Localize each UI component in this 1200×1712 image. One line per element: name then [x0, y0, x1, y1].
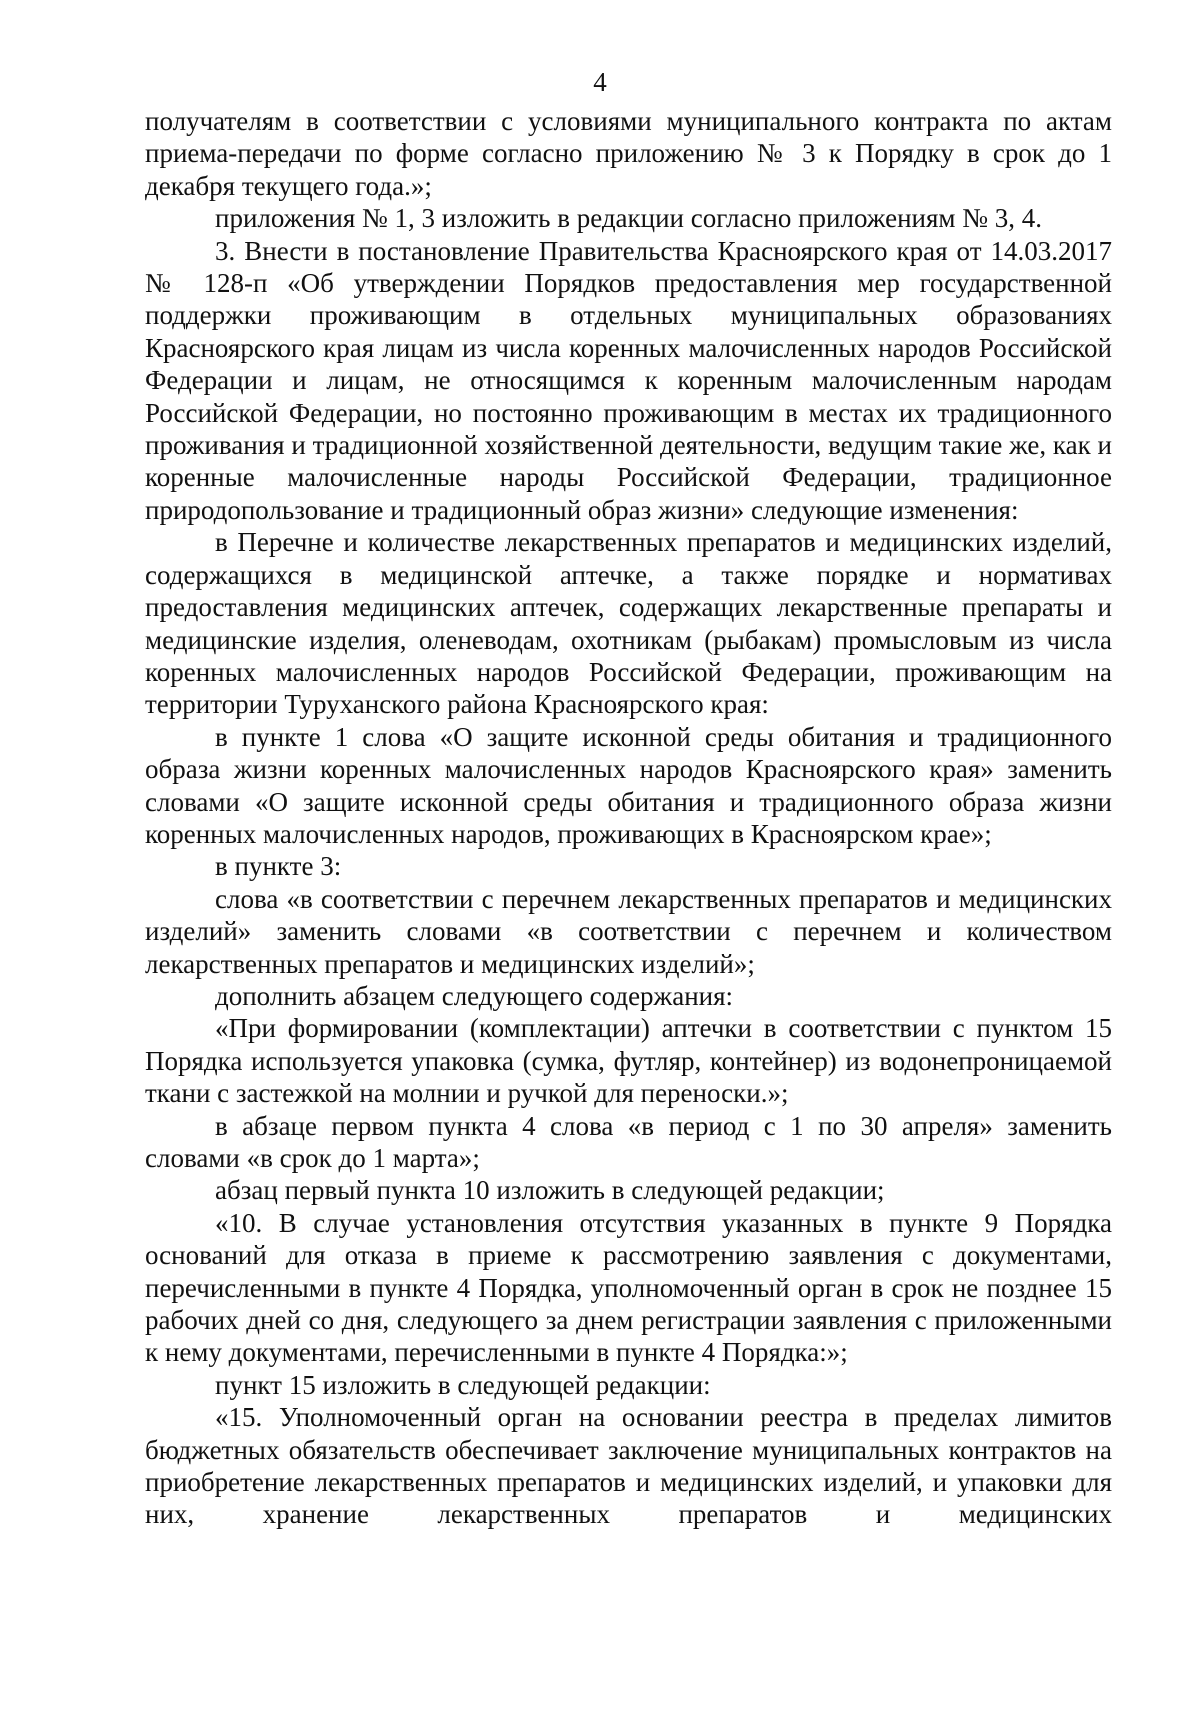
paragraph-item-3: 3. Внести в постановление Правительства Красноярского края от 14.03.2017 № 128-п «Об утверждении Порядков предоставления мер государственной поддержки проживающим в отдельных муниципальных образованиях Красноярского края лицам из числа коренных малочисленных народов Российской Федерации и лицам, не относящимся к коренным малочисленным народам Российской Федерации, но постоянно проживающим в местах их традиционного проживания и традиционной хозяйственной деятельности, ведущим такие же, как и коренные малочисленные народы Российской Федерации, традиционное природопользование и традиционный образ жизни» следующие изменения: [145, 235, 1112, 525]
paragraph-point-10-text: «10. В случае установления отсутствия указанных в пункте 9 Порядка оснований для отказа в приеме к рассмотрению заявления с документами, перечисленными в пункте 4 Порядка, уполномоченный орган в срок не позднее 15 рабочих дней со дня, следующего за днем регистрации заявления с приложенными к нему документами, перечисленными в пункте 4 Порядка:»; [145, 1207, 1112, 1368]
paragraph-point-1: в пункте 1 слова «О защите исконной среды обитания и традиционного образа жизни коренных малочисленных народов Красноярского края» заменить словами «О защите исконной среды обитания и традиционного образа жизни коренных малочисленных народов, проживающих в Красноярском крае»; [145, 721, 1112, 849]
paragraph-point-15-heading: пункт 15 изложить в следующей редакции: [215, 1369, 711, 1400]
paragraph-add-clause: дополнить абзацем следующего содержания: [215, 980, 734, 1011]
document-body [145, 105, 1112, 1531]
paragraph-continuation: получателям в соответствии с условиями муниципального контракта по актам приема-передачи по форме согласно приложению № 3 к Порядку в срок до 1 декабря текущего года.»; [145, 106, 1112, 201]
page-number: 4 [593, 67, 607, 97]
paragraph-medicine-list: в Перечне и количестве лекарственных препаратов и медицинских изделий, содержащихся в медицинской аптечке, а также порядке и нормативах предоставления медицинских аптечек, содержащих лекарственные препараты и медицинские изделия, оленеводам, охотникам (рыбакам) промысловым из числа коренных малочисленных народов Российской Федерации, проживающим на территории Туруханского района Красноярского края: [145, 527, 1112, 720]
paragraph-kit-packaging: «При формировании (комплектации) аптечки в соответствии с пунктом 15 Порядка используется упаковка (сумка, футляр, контейнер) из водонепроницаемой ткани с застежкой на молнии и ручкой для переноски.»; [145, 1013, 1112, 1109]
paragraph-appendices: приложения № 1, 3 изложить в редакции согласно приложениям № 3, 4. [215, 203, 1042, 234]
paragraph-point-10-heading: абзац первый пункта 10 изложить в следующей редакции; [215, 1175, 885, 1206]
paragraph-words-replace: слова «в соответствии с перечнем лекарственных препаратов и медицинских изделий» заменить словами «в соответствии с перечнем и количеством лекарственных препаратов и медицинских изделий»; [145, 883, 1112, 979]
paragraph-point-3-heading: в пункте 3: [215, 851, 342, 882]
paragraph-point-15-text: «15. Уполномоченный орган на основании реестра в пределах лимитов бюджетных обязательств обеспечивает заключение муниципальных контрактов на приобретение лекарственных препаратов и медицинских изделий, и упаковки для них, хранение лекарственных препаратов и медицинских [145, 1402, 1112, 1530]
paragraph-point-4: в абзаце первом пункта 4 слова «в период с 1 по 30 апреля» заменить словами «в срок до 1 марта»; [145, 1110, 1112, 1173]
